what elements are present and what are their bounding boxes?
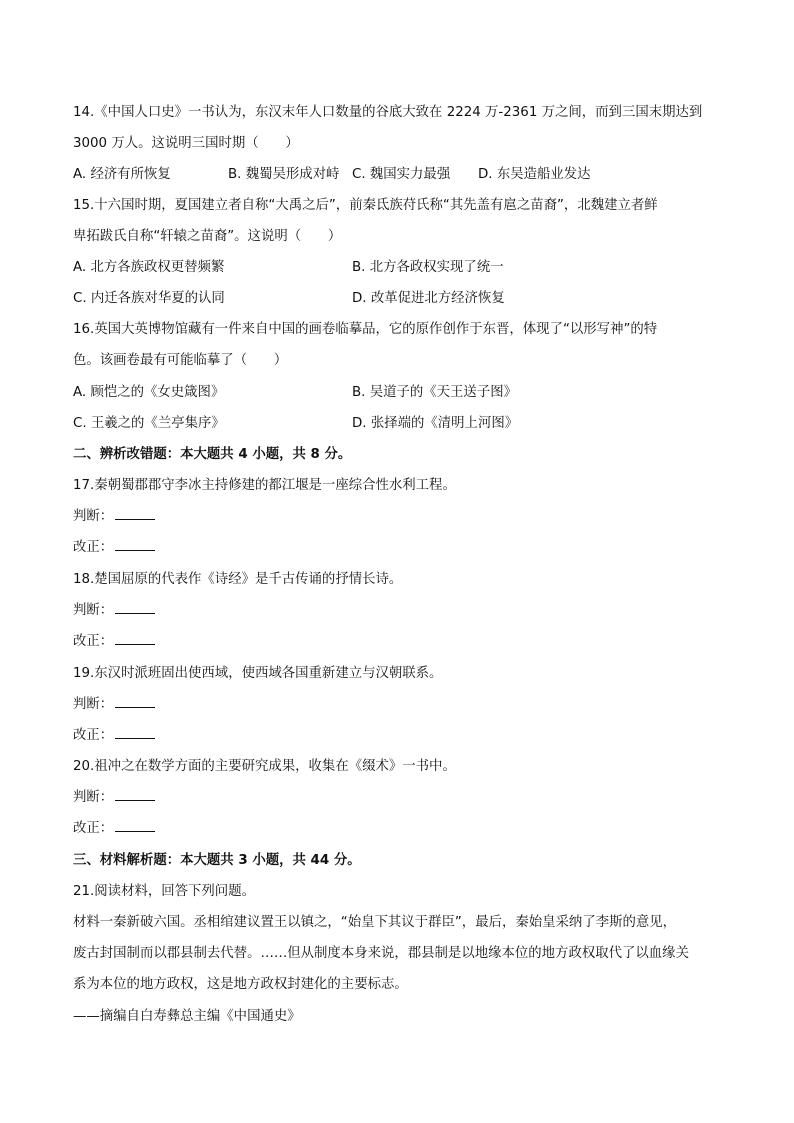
q18-judge-row: [73, 601, 155, 621]
q16-option-b: B. 吴道子的《天王送子图》: [352, 385, 517, 400]
q21-material-line3: 系为本位的地方政权，这是地方政权封建化的主要标志。: [73, 977, 408, 992]
q21-source: ——摘编自白寿彝总主编《中国通史》: [73, 1009, 301, 1024]
q14-stem-line1: 14.《中国人口史》一书认为，东汉末年人口数量的谷底大致在 2224 万-2361 万之间，而到三国末期达到: [73, 105, 703, 120]
answer-blank[interactable]: [115, 726, 155, 739]
q20-judge-row: [73, 788, 155, 808]
q17-judge-row: [73, 507, 155, 527]
answer-blank[interactable]: [115, 788, 155, 801]
q15-option-c: C. 内迁各族对华夏的认同: [73, 291, 225, 306]
q20-correct-row: [73, 819, 155, 839]
section2-heading: 二、辨析改错题：本大题共 4 小题，共 8 分。: [73, 447, 352, 462]
judge-label: 判断：: [73, 790, 114, 805]
q14-option-a: A. 经济有所恢复: [73, 167, 171, 182]
q14-option-d: D. 东吴造船业发达: [478, 167, 591, 182]
q20-stem: 20.祖冲之在数学方面的主要研究成果，收集在《缀术》一书中。: [73, 759, 456, 774]
q18-correct-row: [73, 632, 155, 652]
answer-blank[interactable]: [115, 632, 155, 645]
q19-judge-row: [73, 695, 155, 715]
q15-stem-line1: 15.十六国时期，夏国建立者自称“大禹之后”，前秦氐族苻氏称“其先盖有扈之苗裔”，北魏建立者鲜: [73, 198, 658, 213]
correct-label: 改正：: [73, 540, 114, 555]
answer-blank[interactable]: [115, 601, 155, 614]
correct-label: 改正：: [73, 821, 114, 836]
correct-label: 改正：: [73, 634, 114, 649]
q15-stem-line2: 卑拓跋氏自称“轩辕之苗裔”。这说明（ ）: [73, 229, 342, 244]
q21-title: 21.阅读材料，回答下列问题。: [73, 884, 255, 899]
judge-label: 判断：: [73, 509, 114, 524]
judge-label: 判断：: [73, 603, 114, 618]
q14-option-b: B. 魏蜀吴形成对峙: [228, 167, 340, 182]
q21-material-line1: 材料一秦新破六国。丞相绾建议置王以镇之，“始皇下其议于群臣”，最后，秦始皇采纳了李斯的意见，: [73, 915, 677, 930]
q16-option-d: D. 张择端的《清明上河图》: [352, 416, 519, 431]
answer-blank[interactable]: [115, 538, 155, 551]
q17-stem: 17.秦朝蜀郡郡守李冰主持修建的都江堰是一座综合性水利工程。: [73, 478, 456, 493]
section3-heading: 三、材料解析题：本大题共 3 小题，共 44 分。: [73, 853, 361, 868]
q16-option-a: A. 顾恺之的《女史箴图》: [73, 385, 225, 400]
q19-correct-row: [73, 726, 155, 746]
correct-label: 改正：: [73, 728, 114, 743]
q16-stem-line2: 色。该画卷最有可能临摹了（ ）: [73, 353, 288, 368]
answer-blank[interactable]: [115, 695, 155, 708]
q21-material-line2: 废古封国制而以郡县制去代替。……但从制度本身来说，郡县制是以地缘本位的地方政权取代了以血缘关: [73, 946, 689, 961]
q15-option-a: A. 北方各族政权更替频繁: [73, 260, 225, 275]
answer-blank[interactable]: [115, 507, 155, 520]
judge-label: 判断：: [73, 697, 114, 712]
q14-option-c: C. 魏国实力最强: [352, 167, 451, 182]
q15-option-d: D. 改革促进北方经济恢复: [352, 291, 505, 306]
q15-option-b: B. 北方各政权实现了统一: [352, 260, 504, 275]
q14-stem-line2: 3000 万人。这说明三国时期（ ）: [73, 136, 299, 151]
q16-option-c: C. 王羲之的《兰亭集序》: [73, 416, 225, 431]
q19-stem: 19.东汉时派班固出使西域，使西域各国重新建立与汉朝联系。: [73, 666, 443, 681]
answer-blank[interactable]: [115, 819, 155, 832]
q17-correct-row: [73, 538, 155, 558]
q18-stem: 18.楚国屈原的代表作《诗经》是千古传诵的抒情长诗。: [73, 572, 403, 587]
q16-stem-line1: 16.英国大英博物馆藏有一件来自中国的画卷临摹品，它的原作创作于东晋，体现了“以形写神”的特: [73, 322, 658, 337]
